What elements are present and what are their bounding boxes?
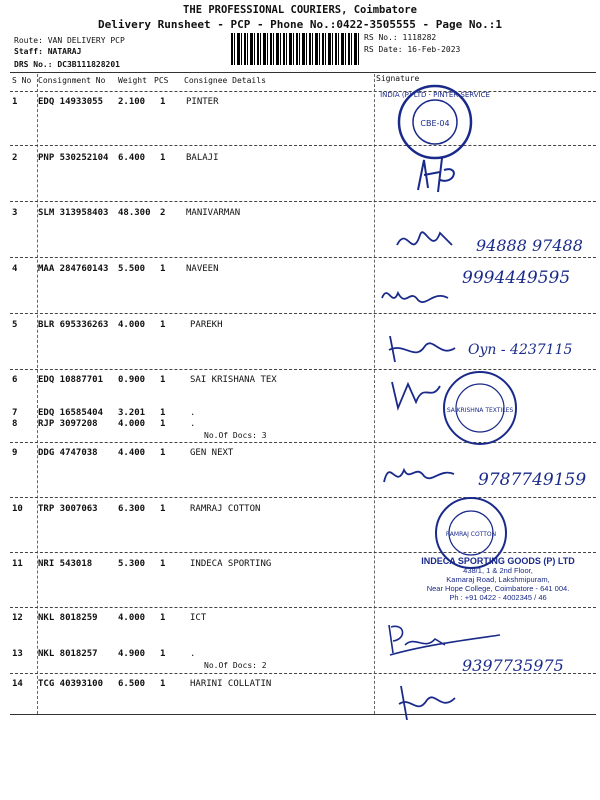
row-separator [10,145,596,146]
table-row [10,559,370,571]
row-consignee: BALAJI [186,153,219,163]
row-pcs: 1 [160,97,166,107]
row-consignment: MAA 284760143 [38,264,109,274]
row-sno: 8 [12,419,18,429]
row-weight: 5.300 [118,559,146,569]
handwritten-phone: 9994449595 [462,268,571,288]
signature [386,372,446,412]
runsheet-subtitle: Delivery Runsheet - PCP - Phone No.:0422-3505555 - Page No.:1 [98,18,502,31]
row-weight: 4.000 [118,613,146,623]
docs-count: No.Of Docs: 3 [204,431,267,440]
row-consignee: ICT [190,613,207,623]
row-pcs: 1 [160,679,166,689]
row-pcs: 1 [160,320,166,330]
row-sno: 14 [12,679,23,689]
row-weight: 6.400 [118,153,146,163]
stamp-text: RAMRAJ COTTON [445,531,497,538]
row-pcs: 1 [160,375,166,385]
row-pcs: 1 [160,649,166,659]
row-sno: 2 [12,153,18,163]
row-sno: 11 [12,559,23,569]
table-row [10,264,370,276]
row-weight: 4.000 [118,419,146,429]
row-consignment: EDQ 10887701 [38,375,104,385]
handwritten-phone: 94888 97488 [476,236,583,255]
row-weight: 6.500 [118,679,146,689]
stamp-address-line: Kamaraj Road, Lakshmipuram, [446,575,550,584]
table-row [10,375,370,387]
table-row [10,320,370,332]
table-row [10,97,370,109]
row-sno: 12 [12,613,23,623]
row-consignee: . [190,408,196,418]
row-consignment: TRP 3007063 [38,504,98,514]
signature [392,215,462,265]
row-consignee: . [190,419,196,429]
company-stamp [440,368,520,448]
row-pcs: 1 [160,613,166,623]
table-bottom-rule [10,714,596,715]
row-weight: 48.300 [118,208,151,218]
row-weight: 6.300 [118,504,146,514]
row-separator [10,313,596,314]
stamp-company-name: INDECA SPORTING GOODS (P) LTD [421,556,575,566]
table-row [10,208,370,220]
row-consignee: NAVEEN [186,264,219,274]
row-sno: 5 [12,320,18,330]
row-sno: 7 [12,408,18,418]
row-weight: 4.900 [118,649,146,659]
row-consignment: TCG 40393100 [38,679,104,689]
row-sno: 3 [12,208,18,218]
row-consignment: DDG 4747038 [38,448,98,458]
stamp-text: INDIA (P) LTD · PINTER SERVICE [380,91,490,99]
row-weight: 4.400 [118,448,146,458]
row-consignee: INDECA SPORTING [190,559,272,569]
row-consignee: PAREKH [190,320,223,330]
signature [410,150,470,200]
row-sno: 13 [12,649,23,659]
col-consignment: Consignment No [38,76,106,85]
rs-number: RS No.: 1118282 [364,33,437,42]
table-row [10,153,370,165]
row-consignment: BLR 695336263 [38,320,109,330]
row-consignee: GEN NEXT [190,448,234,458]
row-consignee: HARINI COLLATIN [190,679,272,689]
table-header [10,76,596,88]
row-consignee: MANIVARMAN [186,208,241,218]
table-row [10,649,370,661]
row-consignment: NKL 8018259 [38,613,98,623]
row-sno: 6 [12,375,18,385]
row-consignee: SAI KRISHANA TEX [190,375,277,385]
route-label: Route: VAN DELIVERY PCP [14,36,125,45]
row-sno: 4 [12,264,18,274]
row-consignee: PINTER [186,97,219,107]
rs-date: RS Date: 16-Feb-2023 [364,45,461,54]
row-pcs: 1 [160,419,166,429]
stamp-address-line: Near Hope College, Coimbatore - 641 004. [426,584,570,593]
table-row [10,679,370,691]
row-consignment: NKL 8018257 [38,649,98,659]
staff-label: Staff: NATARAJ [14,47,82,56]
col-pcs: PCS [154,76,169,85]
company-address-stamp [400,556,596,602]
row-consignment: NRI 543018 [38,559,93,569]
header-rule [10,72,596,73]
table-row [10,613,370,625]
docs-count: No.Of Docs: 2 [204,661,267,670]
row-pcs: 1 [160,408,166,418]
row-weight: 0.900 [118,375,146,385]
col-sno: S No [12,76,32,85]
table-row [10,504,370,516]
row-pcs: 1 [160,153,166,163]
row-sno: 9 [12,448,18,458]
row-weight: 2.100 [118,97,146,107]
stamp-address-line: Ph : +91 0422 - 4002345 / 46 [449,593,547,602]
col-weight: Weight [118,76,147,85]
row-consignment: EDQ 16585404 [38,408,104,418]
row-pcs: 1 [160,264,166,274]
row-sno: 10 [12,504,23,514]
row-consignment: EDQ 14933055 [38,97,104,107]
table-row [10,448,370,460]
row-consignee: RAMRAJ COTTON [190,504,261,514]
barcode [231,33,361,65]
row-weight: 4.000 [118,320,146,330]
row-pcs: 1 [160,504,166,514]
company-title: THE PROFESSIONAL COURIERS, Coimbatore [183,4,417,16]
handwritten-phone: 9787749159 [478,470,587,490]
row-separator [10,201,596,202]
drs-label: DRS No.: DC3B111828201 [14,60,120,69]
row-weight: 5.500 [118,264,146,274]
stamp-text: CBE-04 [420,119,450,128]
handwritten-phone: Oyn - 4237115 [468,342,573,358]
table-row [10,419,370,431]
signature [380,452,460,492]
row-pcs: 1 [160,448,166,458]
stamp-address-line: 438/1, 1 & 2nd Floor, [463,566,533,575]
signature [385,328,465,368]
handwritten-phone: 9397735975 [462,656,564,675]
row-weight: 3.201 [118,408,146,418]
column-divider [374,74,375,714]
row-consignment: RJP 3097208 [38,419,98,429]
row-separator [10,257,596,258]
row-consignment: SLM 313958403 [38,208,109,218]
row-consignment: PNP 530252104 [38,153,109,163]
col-consignee: Consignee Details [184,76,266,85]
col-signature: Signature [376,74,420,83]
stamp-text: SAIKRISHNA TEXTILES [446,407,514,414]
row-sno: 1 [12,97,18,107]
row-separator [10,607,596,608]
row-consignee: . [190,649,196,659]
header-bottom-rule [10,91,596,92]
signature [385,615,505,660]
row-pcs: 1 [160,559,166,569]
signature [378,278,458,313]
row-pcs: 2 [160,208,166,218]
signature [395,680,465,725]
